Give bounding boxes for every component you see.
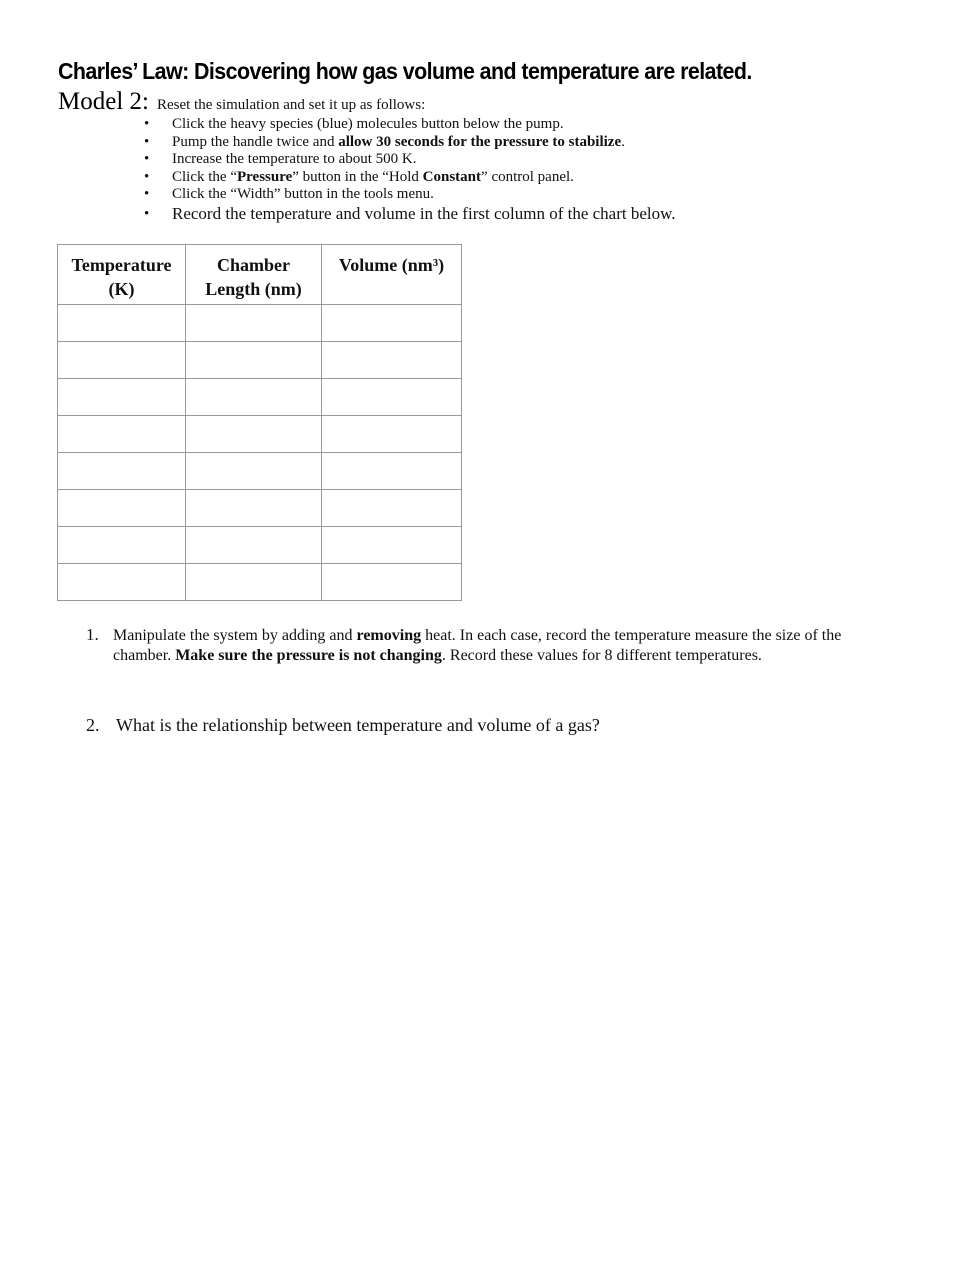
instruction-text: Increase the temperature to about 500 K. bbox=[172, 151, 417, 167]
question-line bbox=[86, 625, 841, 646]
list-item bbox=[142, 169, 676, 187]
table-cell[interactable] bbox=[322, 453, 462, 490]
model-heading bbox=[58, 88, 425, 116]
instruction-text: ” control panel. bbox=[481, 168, 574, 185]
column-header-temperature bbox=[58, 245, 186, 305]
table-cell[interactable] bbox=[322, 379, 462, 416]
table-cell[interactable] bbox=[322, 527, 462, 564]
question-text: chamber. bbox=[113, 647, 176, 664]
table-cell[interactable] bbox=[186, 305, 322, 342]
instruction-text: Record the temperature and volume in the first column of the chart below. bbox=[172, 203, 676, 223]
table-cell[interactable] bbox=[322, 564, 462, 601]
list-item bbox=[142, 204, 676, 224]
column-header-volume bbox=[322, 245, 462, 305]
table-cell[interactable] bbox=[58, 527, 186, 564]
table-cell[interactable] bbox=[322, 490, 462, 527]
header-line: Volume (nm³) bbox=[338, 255, 445, 275]
table-cell[interactable] bbox=[322, 416, 462, 453]
table-cell[interactable] bbox=[186, 453, 322, 490]
question-text: Manipulate the system by adding and bbox=[113, 627, 357, 644]
table-header-row bbox=[58, 245, 462, 305]
table-cell[interactable] bbox=[186, 342, 322, 379]
bullet-icon: • bbox=[144, 116, 150, 132]
table-cell[interactable] bbox=[186, 527, 322, 564]
table-row bbox=[58, 564, 462, 601]
table-cell[interactable] bbox=[186, 416, 322, 453]
instruction-text: . bbox=[621, 133, 625, 150]
header-line: (K) bbox=[108, 279, 135, 299]
data-table bbox=[57, 244, 462, 601]
table-cell[interactable] bbox=[322, 305, 462, 342]
list-item bbox=[142, 116, 676, 134]
bullet-icon: • bbox=[144, 168, 150, 185]
question-text: . Record these values for 8 different temperatures. bbox=[441, 647, 762, 664]
list-item bbox=[142, 134, 676, 152]
instruction-list bbox=[142, 116, 676, 224]
table-cell[interactable] bbox=[186, 490, 322, 527]
instruction-text: Pump the handle twice and bbox=[172, 133, 339, 150]
table-row bbox=[58, 490, 462, 527]
header-line: Chamber bbox=[217, 255, 290, 275]
table-cell[interactable] bbox=[186, 379, 322, 416]
table-cell[interactable] bbox=[186, 564, 322, 601]
bullet-icon: • bbox=[144, 133, 150, 150]
instruction-emphasis: Pressure bbox=[236, 168, 293, 185]
table-row bbox=[58, 305, 462, 342]
table-row bbox=[58, 379, 462, 416]
bullet-icon: • bbox=[144, 205, 150, 222]
instruction-emphasis: allow 30 seconds for the pressure to stabilize bbox=[338, 133, 622, 150]
instruction-text: Click the “ bbox=[172, 168, 237, 185]
table-row bbox=[58, 453, 462, 490]
instruction-emphasis: Constant bbox=[422, 168, 482, 185]
table-cell[interactable] bbox=[58, 490, 186, 527]
table-cell[interactable] bbox=[58, 416, 186, 453]
table-row bbox=[58, 342, 462, 379]
question-number: 1. bbox=[86, 625, 99, 644]
table-row bbox=[58, 527, 462, 564]
table-cell[interactable] bbox=[58, 305, 186, 342]
question-text: heat. In each case, record the temperature measure the size of the bbox=[421, 627, 842, 644]
column-header-chamber-length bbox=[186, 245, 322, 305]
table-row bbox=[58, 416, 462, 453]
question-2 bbox=[86, 714, 600, 736]
bullet-icon: • bbox=[144, 151, 150, 167]
question-text: What is the relationship between temperature and volume of a gas? bbox=[116, 715, 600, 735]
list-item bbox=[142, 186, 676, 204]
table-cell[interactable] bbox=[322, 342, 462, 379]
table-cell[interactable] bbox=[58, 453, 186, 490]
table-cell[interactable] bbox=[58, 342, 186, 379]
page-title: Charles’ Law: Discovering how gas volume and temperature are related. bbox=[58, 58, 752, 84]
table-cell[interactable] bbox=[58, 564, 186, 601]
header-line: Length (nm) bbox=[205, 279, 302, 299]
table-cell[interactable] bbox=[58, 379, 186, 416]
bullet-icon: • bbox=[144, 186, 150, 202]
model-label: Model 2: bbox=[58, 88, 149, 115]
instruction-text: ” button in the “Hold bbox=[292, 168, 423, 185]
model-intro: Reset the simulation and set it up as follows: bbox=[156, 97, 426, 113]
question-emphasis: removing bbox=[356, 627, 422, 644]
question-line bbox=[86, 646, 841, 666]
question-number: 2. bbox=[86, 715, 100, 735]
instruction-text: Click the heavy species (blue) molecules button below the pump. bbox=[172, 116, 564, 132]
instruction-text: Click the “Width” button in the tools menu. bbox=[172, 186, 434, 202]
question-1 bbox=[86, 625, 841, 666]
question-emphasis: Make sure the pressure is not changing bbox=[175, 647, 442, 664]
header-line: Temperature bbox=[71, 255, 172, 275]
list-item bbox=[142, 151, 676, 169]
